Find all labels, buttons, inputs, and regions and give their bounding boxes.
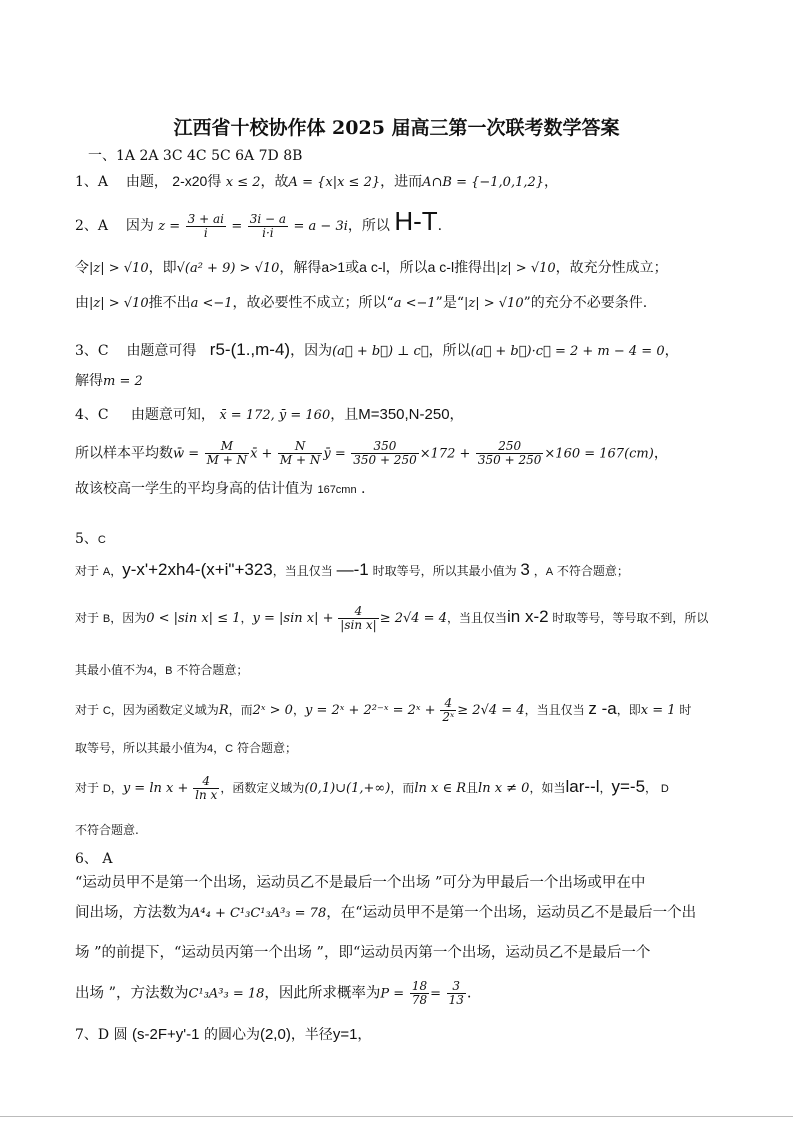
text: 对于 [75,703,100,717]
formula: w̄ = [173,446,200,462]
text: 的圆心为 [203,1027,260,1043]
q6-number: 6、 A [75,851,113,867]
denominator: M + N [206,453,248,467]
text: ，半径 [290,1027,333,1043]
formula: P = [380,986,405,1002]
garbled-text: a>1 [321,259,346,275]
formula: = [430,986,441,1002]
q6-line-3: 场 ”的前提下，“运动员丙第一个出场 ”，即“运动员丙第一个出场，运动员乙不是最后一个 [75,945,651,961]
text: ，故充分性成立； [555,260,668,276]
text: 时 [679,703,692,717]
text: 推得出 [454,260,497,276]
formula: ȳ = [323,446,346,462]
formula: ×160 = 167(cm) [544,446,654,462]
formula: y = |sin x| + [252,611,334,626]
text: 由题意可得 [126,343,197,359]
garbled-text: 3 [520,560,530,579]
text: 出场 ”，方法数为 [75,985,189,1002]
text: 对于 [75,611,100,625]
q5-option-d-cont [75,821,139,839]
text: ，所以 [385,260,428,276]
text: ，当且仅当 [272,564,333,578]
numerator: 3 [447,980,466,994]
numerator: 4 [440,697,456,711]
formula: a <−1 [393,296,436,311]
option-letter: D [102,783,111,795]
q4-line-1 [75,406,464,425]
option-letter: D [660,783,669,795]
q6-line-1: “运动员甲不是第一个出场，运动员乙不是最后一个出场 ”可分为甲最后一个出场或甲在中 [75,875,646,891]
numerator: 3i − a [249,211,287,226]
q5-option-c-cont [75,739,297,758]
denominator: 350 + 250 [353,453,417,467]
text: ， [357,1027,372,1043]
garbled-text: (2,0) [259,1026,291,1043]
garbled-text: 4 [147,665,154,677]
text: ， [153,663,166,677]
text: ， [110,564,123,578]
text: ， [213,741,226,755]
answer-key-line: 一、1A 2A 3C 4C 5C 6A 7D 8B [88,148,303,164]
text: 令 [75,260,89,276]
text: ，当且仅当 [446,611,507,625]
text: ， [544,174,559,190]
garbled-text: 4 [207,743,214,755]
text: 所以样本平均数 [75,445,173,462]
garbled-text: z -a [588,699,617,718]
formula: x̄ = 172, ȳ = 160 [219,408,331,423]
text: 由题意可知， [130,407,215,423]
q5-number: 5、 [75,531,98,547]
text: 不符合题意； [176,663,249,677]
formula: R [218,703,229,718]
denominator: 2ˣ [442,710,455,724]
q6-line-2 [75,904,696,923]
answer-letter: C [97,534,106,546]
q5-option-c [75,697,691,724]
q4-line-2 [75,440,668,467]
text: ，所以 [347,218,390,234]
formula: |z| > √10 [89,261,149,276]
text: ，解得 [279,260,322,276]
text: ，因为函数定义域为 [110,703,219,717]
q2-line-2 [75,258,668,278]
text: 不符合题意. [75,823,139,837]
formula: ≥ 2√4 = 4 [379,611,447,626]
numerator: M [205,440,249,454]
text: ，而 [390,781,415,795]
text: ， [599,781,612,795]
formula: ln x ≠ 0 [478,781,530,796]
formula: y = 2ˣ + 2²⁻ˣ = 2ˣ + [304,703,436,718]
q7-line-1 [75,1026,371,1044]
garbled-text: a c-l [359,259,386,275]
text: ，函数定义域为 [220,781,305,795]
text: ，所以 [428,343,471,359]
text: ，且 [330,407,359,423]
text: 其最小值不为 [75,663,148,677]
q5-option-b [75,605,708,632]
text: ，即 [616,703,641,717]
q1-number: 1、A [75,174,109,190]
garbled-text: y-x'+2xh4-(x+i"+323 [122,560,273,579]
option-letter: C [225,743,234,755]
fraction [186,213,226,240]
garbled-text: 2-x20 [172,173,208,189]
text: 对于 [75,564,100,578]
formula: y = ln x + [122,781,189,796]
garbled-text: M=350,N-250 [358,406,450,423]
formula: (0,1)∪(1,+∞) [304,781,391,796]
formula: 0 < |sin x| ≤ 1 [146,611,241,626]
text: 对于 [75,781,100,795]
formula: 2ˣ > 0 [252,703,293,718]
formula: = a − 3i [293,219,348,234]
formula: x̄ + [250,446,273,462]
text: 推不出 [148,295,191,311]
text: . [361,481,366,497]
numerator: 4 [193,775,219,789]
fraction [440,697,456,724]
garbled-text: r5-(1.,m-4) [209,340,291,359]
text: ， [664,343,679,359]
text: ，当且仅当 [524,703,585,717]
formula: A∩B = {−1,0,1,2} [422,175,545,190]
q3-number: 3、C [75,343,109,359]
q6-line-4 [75,980,472,1007]
text: ，即 [148,260,177,276]
numerator: 4 [338,605,378,619]
q4-number: 4、C [75,407,109,423]
text: 由题， [125,174,168,190]
denominator: i [203,225,208,240]
text: 时取等号，所以其最小值为 [372,564,517,578]
fraction [248,213,288,240]
denominator: M + N [279,453,321,467]
formula: (a⃗ + b⃗) ⊥ c⃗ [332,344,429,359]
fraction [193,775,219,802]
formula: x ≤ 2 [225,175,261,190]
denominator: 13 [448,993,464,1007]
formula: x = 1 [640,703,676,718]
q7-number: 7、D [75,1027,110,1043]
text: 间出场，方法数为 [75,905,191,921]
q5-option-a [75,561,629,581]
text: ，因为 [110,611,147,625]
garbled-text: lar--l [565,777,600,796]
text: ，而 [228,703,253,717]
garbled-text: H-T [394,206,438,236]
option-letter: A [102,566,111,578]
garbled-text: —-1 [336,560,369,579]
formula: A = {x|x ≤ 2} [288,175,381,190]
text: ，故 [260,174,289,190]
denominator: i·i [262,225,274,240]
text: ”是“ [435,295,464,311]
garbled-text: in x-2 [507,607,549,626]
formula: z = [158,219,181,234]
text: ， [653,445,668,462]
text: ”的充分不必要条件. [523,295,648,311]
q5-option-d [75,775,669,802]
option-letter: C [102,705,111,717]
text: ， [110,781,123,795]
fraction [447,980,466,1007]
fraction [278,440,322,467]
text: 取等号，所以其最小值为 [75,741,208,755]
q4-line-3 [75,480,366,499]
text: ，故必要性不成立；所以“ [232,295,394,311]
formula: A⁴₄ + C¹₃C¹₃A³₃ = 78 [191,906,327,921]
text: ，如当 [529,781,566,795]
q3-line-2 [75,372,143,391]
q2-line-3 [75,294,647,313]
text: 解得 [75,373,103,389]
formula: ×172 + [419,446,471,462]
garbled-text: a c-l [427,259,455,275]
text: 或 [345,260,360,276]
formula: C¹₃A³₃ = 18 [188,986,265,1002]
q3-line-1 [75,341,679,361]
garbled-text: 167cmn [317,484,357,496]
text: ， [449,407,464,423]
fraction [410,980,429,1007]
option-letter: B [102,613,111,625]
text: 圆 [113,1027,128,1043]
formula: = [231,219,243,234]
fraction [205,440,249,467]
option-letter: B [165,665,173,677]
option-letter: A [545,566,554,578]
text: ， [645,781,658,795]
denominator: 78 [411,993,428,1007]
formula: √(a² + 9) > √10 [176,261,280,276]
numerator: N [278,440,322,454]
fraction [476,440,544,467]
formula: |z| > √10 [89,296,149,311]
text: ，因此所求概率为 [264,985,381,1002]
text: 符合题意； [236,741,297,755]
q2-number: 2、A [75,218,109,234]
text: ， [240,611,253,625]
formula: |z| > √10 [496,261,556,276]
text: 且 [466,781,479,795]
text: 时取等号，等号取不到，所以 [552,611,709,625]
text: . [466,985,472,1002]
numerator: 250 [476,440,544,454]
text: 不符合题意； [556,564,629,578]
formula: ln x ∈ R [414,781,467,796]
text: 由 [75,295,89,311]
text: ， [533,564,546,578]
numerator: 3 + ai [187,211,224,226]
text: 因为 [125,218,154,234]
formula: ≥ 2√4 = 4 [457,703,525,718]
formula: a <−1 [190,296,233,311]
garbled-text: y=-5 [611,777,646,796]
fraction [338,605,378,632]
text: ，进而 [380,174,423,190]
formula: (a⃗ + b⃗)·c⃗ = 2 + m − 4 = 0 [470,344,665,359]
text: 得 [207,174,222,190]
text: ， [292,703,305,717]
garbled-text: (s-2F+y'-1 [132,1026,200,1043]
q5-option-b-cont [75,661,248,680]
text: ，因为 [290,343,333,359]
text: . [437,218,443,234]
numerator: 350 [351,440,419,454]
numerator: 18 [411,979,428,993]
formula: |z| > √10 [464,296,524,311]
q2-line-1 [75,206,443,240]
denominator: 350 + 250 [477,453,542,467]
page-title: 江西省十校协作体 2025 届高三第一次联考数学答案 [173,117,620,139]
page-bottom-rule [0,1116,793,1117]
formula: m = 2 [103,374,143,389]
q1-line [75,172,558,192]
text: 故该校高一学生的平均身高的估计值为 [75,481,313,497]
denominator: ln x [195,788,218,802]
fraction [351,440,419,467]
q5-line-1 [75,530,106,549]
text: ，在“运动员甲不是第一个出场，运动员乙不是最后一个出 [326,905,697,921]
denominator: |sin x| [340,618,377,632]
garbled-text: y=1 [332,1026,358,1043]
